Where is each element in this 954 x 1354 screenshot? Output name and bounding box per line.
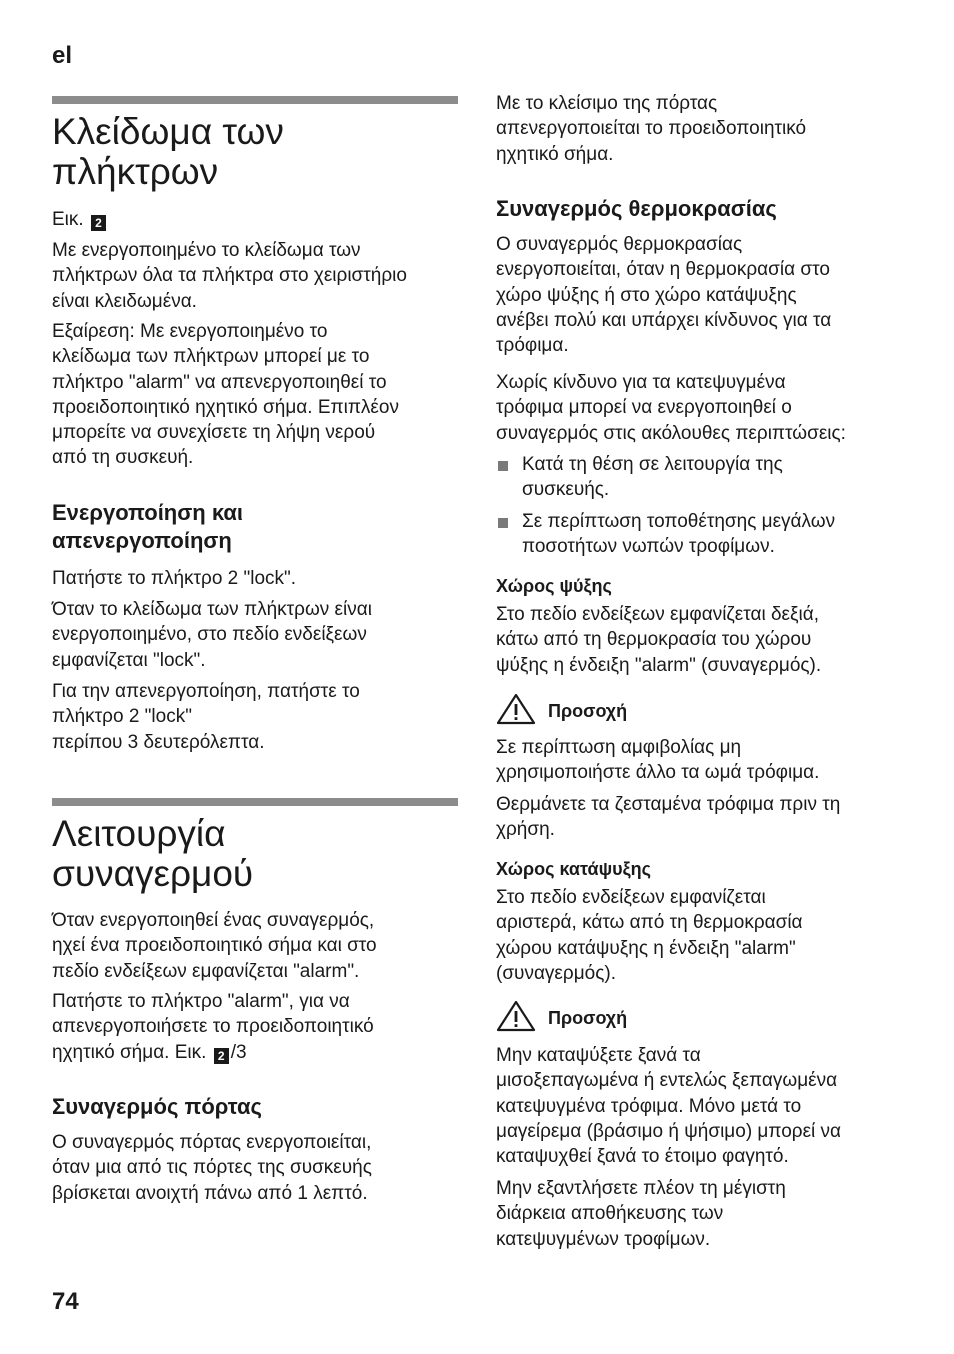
paragraph-press-lock: Πατήστε το πλήκτρο 2 "lock". — [52, 568, 297, 589]
paragraph-caution-refreeze: Μην καταψύξετε ξανά τα μισοξεπαγωμένα ή εντελώς ξεπαγωμένα κατεψυγμένα τρόφιμα. Μόνο μετά το μαγείρεμα (βράσιμο ή ψήσιμο) μπορεί να καταψυχθεί ξανά το έτοιμο φαγητό. — [496, 1045, 842, 1168]
subsection-title-fridge: Χώρος ψύξης — [496, 576, 612, 596]
section-rule — [52, 96, 458, 104]
paragraph-caution-storage: Μην εξαντλήσετε πλέον τη μέγιστη διάρκεια αποθήκευσης των κατεψυγμένων τροφίμων. — [496, 1178, 786, 1250]
figure-number-badge: 2 — [214, 1048, 229, 1064]
paragraph-freezer: Στο πεδίο ενδείξεων εμφανίζεται αριστερά, κάτω από τη θερμοκρασία χώρου κατάψυξης η ένδειξη "alarm" (συναγερμός). — [496, 887, 803, 984]
section-title-alarm-function: Λειτουργία συναγερμού — [52, 813, 254, 894]
caution-label: Προσοχή — [548, 1008, 628, 1028]
bullet-square-icon — [498, 461, 508, 471]
subsection-title-activation: Ενεργοποίηση και απενεργοποίηση — [52, 500, 244, 553]
warning-triangle-icon — [496, 1000, 536, 1032]
subsection-title-door-alarm: Συναγερμός πόρτας — [52, 1094, 262, 1119]
paragraph-key-lock-intro: Με ενεργοποιημένο το κλείδωμα των πλήκτρων όλα τα πλήκτρα στο χειριστήριο είναι κλειδωμένα. — [52, 240, 407, 312]
paragraph-door-close: Με το κλείσιμο της πόρτας απενεργοποιείται το προειδοποιητικό ηχητικό σήμα. — [496, 93, 807, 165]
paragraph-no-risk: Χωρίς κίνδυνο για τα κατεψυγμένα τρόφιμα μπορεί να ενεργοποιηθεί ο συναγερμός στις ακόλουθες περιπτώσεις: — [496, 372, 846, 444]
paragraph-fridge: Στο πεδίο ενδείξεων εμφανίζεται δεξιά, κάτω από τη θερμοκρασία του χώρου ψύξης η ένδειξη "alarm" (συναγερμός). — [496, 604, 822, 676]
paragraph-key-lock-exception: Εξαίρεση: Με ενεργοποιημένο το κλείδωμα των πλήκτρων μπορεί με το πλήκτρο "alarm" να απενεργοποιηθεί το προειδοποιητικό ηχητικό σήμα. Επιπλέον μπορείτε να συνεχίσετε τη λήψη νερού από τη συσκευή. — [52, 321, 399, 469]
alarm-button-text: Πατήστε το πλήκτρο "alarm", για να απενεργοποιήσετε το προειδοποιητικό ηχητικό σήμα. Εικ. — [52, 991, 374, 1063]
figure-suffix: /3 — [230, 1041, 247, 1063]
caution-label: Προσοχή — [548, 701, 628, 721]
language-code: el — [52, 42, 73, 69]
page-number: 74 — [52, 1288, 79, 1315]
paragraph-caution-raw-food: Σε περίπτωση αμφιβολίας μη χρησιμοποιήστε άλλο τα ωμά τρόφιμα. — [496, 737, 820, 784]
bullet-square-icon — [498, 518, 508, 528]
figure-number-badge: 2 — [91, 215, 106, 231]
list-item — [496, 509, 835, 560]
paragraph-temperature-alarm: Ο συναγερμός θερμοκρασίας ενεργοποιείται, όταν η θερμοκρασία στο χώρο ψύξης ή στο χώρο κατάψυξης ανέβει πολύ και υπάρχει κίνδυνος για τα τρόφιμα. — [496, 234, 832, 357]
paragraph-door-alarm: Ο συναγερμός πόρτας ενεργοποιείται, όταν μια από τις πόρτες της συσκευής βρίσκεται ανοιχτή πάνω από 1 λεπτό. — [52, 1132, 372, 1204]
figure-prefix: Εικ. — [52, 209, 84, 230]
list-item-text: Κατά τη θέση σε λειτουργία της συσκευής. — [522, 454, 783, 501]
subsection-title-freezer: Χώρος κατάψυξης — [496, 859, 651, 879]
warning-triangle-icon — [496, 693, 536, 725]
section-title-key-lock: Κλείδωμα των πλήκτρων — [52, 111, 284, 192]
paragraph-deactivation: Για την απενεργοποίηση, πατήστε το πλήκτρο 2 "lock" περίπου 3 δευτερόλεπτα. — [52, 681, 360, 753]
paragraph-alarm-button — [52, 989, 374, 1065]
paragraph-alarm-intro: Όταν ενεργοποιηθεί ένας συναγερμός, ηχεί ένα προειδοποιητικό σήμα και στο πεδίο ενδείξεων εμφανίζεται "alarm". — [52, 910, 377, 982]
paragraph-caution-heat: Θερμάνετε τα ζεσταμένα τρόφιμα πριν τη χρήση. — [496, 794, 841, 841]
list-item — [496, 452, 783, 503]
paragraph-lock-shown: Όταν το κλείδωμα των πλήκτρων είναι ενεργοποιημένο, στο πεδίο ενδείξεων εμφανίζεται "lock". — [52, 599, 372, 671]
subsection-title-temperature-alarm: Συναγερμός θερμοκρασίας — [496, 196, 777, 221]
figure-reference — [52, 207, 108, 232]
list-item-text: Σε περίπτωση τοποθέτησης μεγάλων ποσοτήτων νωπών τροφίμων. — [522, 511, 836, 558]
section-rule — [52, 798, 458, 806]
